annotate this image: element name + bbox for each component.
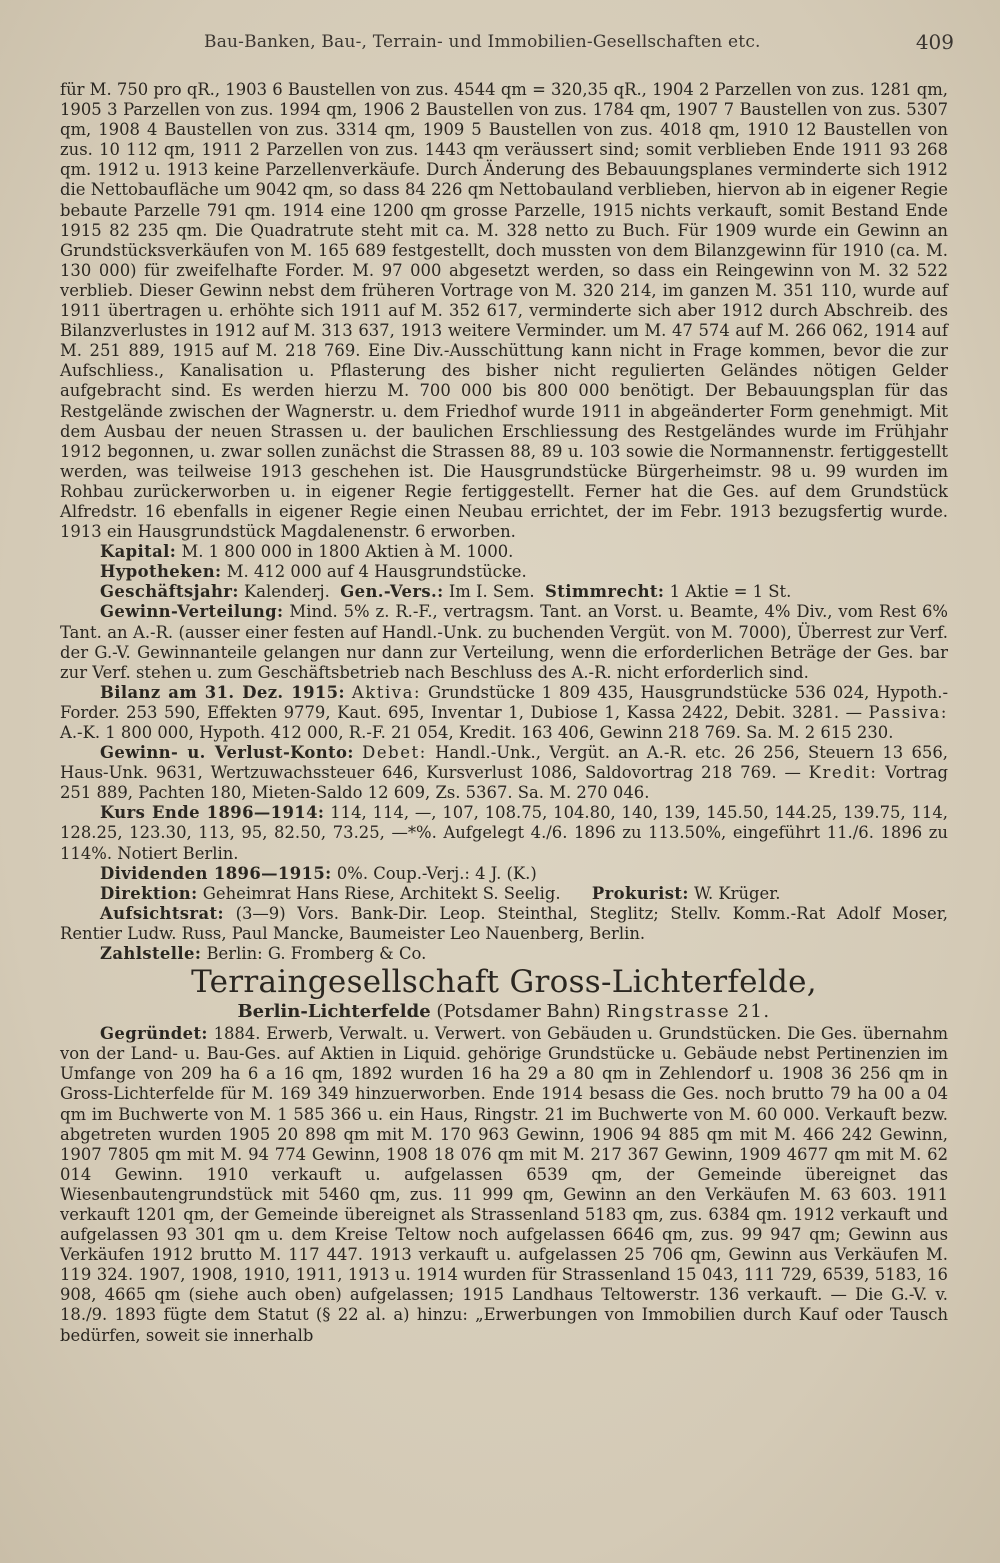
- hypotheken-label: Hypotheken:: [100, 562, 222, 582]
- genvers-label: Gen.-Vers.:: [340, 582, 444, 602]
- geschaeftsjahr-text: Kalenderj.: [244, 582, 330, 602]
- kapital-label: Kapital:: [100, 542, 177, 562]
- field-gewinnverteilung: [60, 602, 948, 682]
- zahlstelle-label: Zahlstelle:: [100, 944, 202, 964]
- section2-location-note: (Potsdamer Bahn): [436, 1001, 601, 1023]
- field-dividenden: [60, 864, 948, 884]
- section2-title: Terraingesellschaft Gross-Lichterfelde,: [191, 964, 817, 1001]
- section2-address: [60, 1000, 948, 1024]
- running-title: Bau-Banken, Bau-, Terrain- und Immobilien-Gesellschaften etc.: [204, 32, 761, 52]
- guv-label: Gewinn- u. Verlust-Konto:: [100, 743, 354, 763]
- stimmrecht-text: 1 Aktie = 1 St.: [669, 582, 792, 602]
- field-aufsichtsrat: [60, 904, 948, 944]
- guv-kredit-text: Vortrag 251 889, Pachten 180, Mieten-Saldo 12 609, Zs. 5367. Sa. M. 270 046.: [60, 763, 948, 803]
- prokurist-label: Prokurist:: [591, 883, 689, 903]
- bilanz-passiva-text: A.-K. 1 800 000, Hypoth. 412 000, R.-F. 21 054, Kredit. 163 406, Gewinn 218 769. Sa. M. 2 615 230.: [60, 723, 894, 742]
- bilanz-label: Bilanz am 31. Dez. 1915:: [100, 682, 345, 702]
- field-gegruendet: [60, 1024, 948, 1346]
- direktion-label: Direktion:: [100, 883, 198, 903]
- bilanz-passiva-label: Passiva:: [868, 702, 948, 722]
- direktion-text: Geheimrat Hans Riese, Architekt S. Seelig.: [202, 883, 561, 903]
- kurs-text: 114, 114, —, 107, 108.75, 104.80, 140, 139, 145.50, 144.25, 139.75, 114, 128.25, 123.30, 113, 95, 82.50, 73.25, —*%. Aufgelegt 4./6. 1896 zu 113.50%, eingeführt 11./6. 1896 zu 114%. Notiert Berlin.: [60, 803, 949, 863]
- aufsichtsrat-text: (3—9) Vors. Bank-Dir. Leop. Steinthal, Steglitz; Stellv. Komm.-Rat Adolf Moser, Rentier Ludw. Russ, Paul Mancke, Baumeister Leo Nauenberg, Berlin.: [60, 903, 948, 943]
- aufsichtsrat-label: Aufsichtsrat:: [100, 903, 224, 923]
- dividenden-text: 0%. Coup.-Verj.: 4 J. (K.): [336, 863, 537, 883]
- section1-intro: für M. 750 pro qR., 1903 6 Baustellen von zus. 4544 qm = 320,35 qR., 1904 2 Parzellen von zus. 1281 qm, 1905 3 Parzellen von zus. 1994 qm, 1906 2 Baustellen von zus. 1784 qm, 1907 7 Baustellen von zus. 5307 qm, 1908 4 Baustellen von zus. 3314 qm, 1909 5 Baustellen von zus. 4018 qm, 1910 12 Baustellen von zus. 10 112 qm, 1911 2 Parzellen von zus. 1443 qm veräussert sind; somit verblieben Ende 1911 93 268 qm. 1912 u. 1913 keine Parzellenverkäufe. Durch Änderung des Bebauungsplanes verminderte sich 1912 die Nettobaufläche um 9042 qm, so dass 84 226 qm Nettobauland verblieben, hiervon ab in eigener Regie bebaute Parzelle 791 qm. 1914 eine 1200 qm grosse Parzelle, 1915 nichts verkauft, somit Bestand Ende 1915 82 235 qm. Die Quadratrute steht mit ca. M. 328 netto zu Buch. Für 1909 wurde ein Gewinn an Grundstücksverkäufen von M. 165 689 festgestellt, doch mussten von dem Bilanzgewinn für 1910 (ca. M. 130 000) für zweifelhafte Forder. M. 97 000 abgesetzt werden, so dass ein Reingewinn von M. 32 522 verblieb. Dieser Gewinn nebst dem früheren Vortrage von M. 320 214, im ganzen M. 351 110, wurde auf 1911 übertragen u. erhöhte sich 1911 auf M. 352 617, verminderte sich aber 1912 durch Abschreib. des Bilanzverlustes in 1912 auf M. 313 637, 1913 weitere Verminder. um M. 47 574 auf M. 266 062, 1914 auf M. 251 889, 1915 auf M. 218 769. Eine Div.-Ausschüttung kann nicht in Frage kommen, bevor die zur Aufschliess., Kanalisation u. Pflasterung des bisher nicht regulierten Geländes nötigen Gelder aufgebracht sind. Es werden hierzu M. 700 000 bis 800 000 benötigt. Der Bebauungsplan für das Restgelände zwischen der Wagnerstr. u. dem Friedhof wurde 1911 in abgeänderter Form genehmigt. Mit dem Ausbau der neuen Strassen u. der baulichen Erschliessung des Restgeländes wurde im Frühjahr 1912 begonnen, u. zwar sollen zunächst die Strassen 88, 89 u. 103 sowie die Normannenstr. fertiggestellt werden, was teilweise 1913 geschehen ist. Die Hausgrundstücke Bürgerheimstr. 98 u. 99 wurden im Rohbau zurückerworben u. in eigener Regie fertiggestellt. Ferner hat die Ges. auf dem Grundstück Alfredstr. 16 ebenfalls in eigener Regie einen Neubau errichtet, der im Febr. 1913 bezugsfertig wurde. 1913 ein Hausgrundstück Magdalenenstr. 6 erworben.: [60, 80, 948, 542]
- field-bilanz: [60, 683, 948, 743]
- kapital-text: M. 1 800 000 in 1800 Aktien à M. 1000.: [181, 542, 514, 562]
- geschaeftsjahr-label: Geschäftsjahr:: [100, 582, 239, 602]
- zahlstelle-text: Berlin: G. Fromberg & Co.: [206, 944, 427, 964]
- field-hypotheken: [60, 562, 948, 582]
- field-direktion: [60, 884, 948, 904]
- guv-debet-text: Handl.-Unk., Vergüt. an A.-R. etc. 26 256, Steuern 13 656, Haus-Unk. 9631, Wertzuwachssteuer 646, Kursverlust 1086, Saldovortrag 218 769. —: [60, 743, 948, 783]
- hypotheken-text: M. 412 000 auf 4 Hausgrundstücke.: [226, 562, 527, 582]
- dividenden-label: Dividenden 1896—1915:: [100, 863, 332, 883]
- running-header: [204, 30, 954, 58]
- guv-debet-label: Debet:: [362, 743, 427, 763]
- bilanz-aktiva-label: Aktiva:: [351, 682, 422, 702]
- field-geschaeftsjahr: [60, 582, 948, 602]
- field-kurs: [60, 803, 948, 863]
- body-text: [60, 80, 948, 1346]
- gewinnverteilung-label: Gewinn-Verteilung:: [100, 602, 284, 622]
- gegruendet-text: 1884. Erwerb, Verwalt. u. Verwert. von Gebäuden u. Grundstücken. Die Ges. übernahm von der Land- u. Bau-Ges. auf Aktien in Liquid. gehörige Grundstücke u. Gebäude nebst Pertinenzien im Umfange von 209 ha 6 a 16 qm, 1892 wurden 16 ha 29 a 80 qm in Zehlendorf u. 1908 36 256 qm in Gross-Lichterfelde für M. 169 349 hinzuerworben. Ende 1914 besass die Ges. noch brutto 79 ha 00 a 04 qm im Buchwerte von M. 1 585 366 u. ein Haus, Ringstr. 21 im Buchwerte von M. 60 000. Verkauft bezw. abgetreten wurden 1905 20 898 qm mit M. 170 963 Gewinn, 1906 94 885 qm mit M. 466 242 Gewinn, 1907 7805 qm mit M. 94 774 Gewinn, 1908 18 076 qm mit M. 217 367 Gewinn, 1909 4677 qm mit M. 62 014 Gewinn. 1910 verkauft u. aufgelassen 6539 qm, der Gemeinde übereignet das Wiesenbautengrundstück mit 5460 qm, zus. 11 999 qm, Gewinn an den Verkäufen M. 63 603. 1911 verkauft 1201 qm, der Gemeinde übereignet als Strassenland 5183 qm, zus. 6384 qm. 1912 verkauft und aufgelassen 93 301 qm u. dem Kreise Teltow noch aufgelassen 6646 qm, zus. 99 947 qm; Gewinn aus Verkäufen 1912 brutto M. 117 447. 1913 verkauft u. aufgelassen 25 706 qm, Gewinn aus Verkäufen M. 119 324. 1907, 1908, 1910, 1911, 1913 u. 1914 wurden für Strassenland 15 043, 111 729, 6539, 5183, 16 908, 4665 qm (siehe auch oben) aufgelassen; 1915 Landhaus Teltowerstr. 136 verkauft. — Die G.-V. v. 18./9. 1893 fügte dem Statut (§ 22 al. a) hinzu: „Erwerbungen von Immobilien durch Kauf oder Tausch bedürfen, soweit sie innerhalb: [60, 1024, 948, 1345]
- field-gewinn-verlust: [60, 743, 948, 803]
- field-zahlstelle: [60, 944, 948, 964]
- section2-location: Berlin-Lichterfelde: [237, 1001, 431, 1023]
- section2-street: Ringstrasse 21.: [606, 1001, 771, 1023]
- field-kapital: [60, 542, 948, 562]
- gewinnverteilung-text: Mind. 5% z. R.-F., vertragsm. Tant. an Vorst. u. Beamte, 4% Div., vom Rest 6% Tant. an A.-R. (ausser einer festen auf Handl.-Unk. zu buchenden Vergüt. von M. 7000), Überrest zur Verf. der G.-V. Gewinnanteile gelangen nur dann zur Verteilung, wenn die erforderlichen Beträge der Ges. bar zur Verf. stehen u. zum Geschäftsbetrieb nach Beschluss des A.-R. nicht erforderlich sind.: [60, 602, 948, 682]
- guv-kredit-label: Kredit:: [808, 763, 878, 783]
- stimmrecht-label: Stimmrecht:: [545, 582, 665, 602]
- gegruendet-label: Gegründet:: [100, 1024, 208, 1044]
- bilanz-aktiva-text: Grundstücke 1 809 435, Hausgrundstücke 536 024, Hypoth.-Forder. 253 590, Effekten 9779, Kaut. 695, Inventar 1, Dubiose 1, Kassa 2422, Debit. 3281. —: [60, 682, 949, 722]
- genvers-text: Im I. Sem.: [448, 582, 535, 602]
- kurs-label: Kurs Ende 1896—1914:: [100, 803, 325, 823]
- page-number: 409: [915, 30, 954, 54]
- prokurist-text: W. Krüger.: [694, 883, 781, 903]
